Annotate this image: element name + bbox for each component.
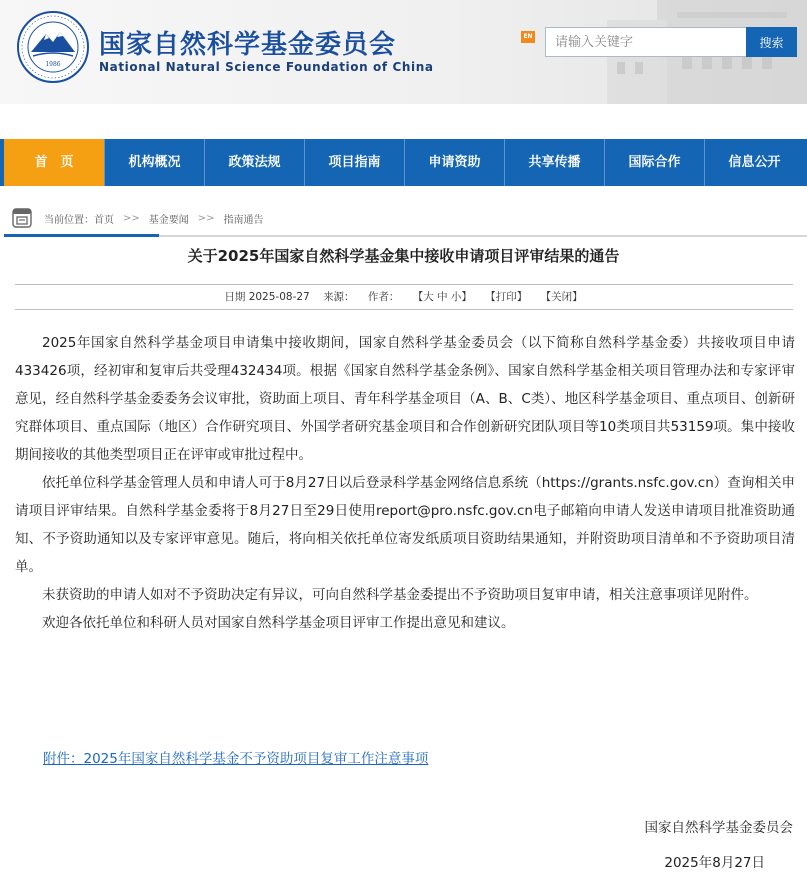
article-paragraph: 2025年国家自然科学基金项目申请集中接收期间，国家自然科学基金委员会（以下简称自然科学基金委）共接收项目申请433426项，经初审和复审后共受理432434项。根据《国家自然科学基金条例》、国家自然科学基金相关项目管理办法和专家评审意见，经自然科学基金委委务会议审批，资助面上项目、青年科学基金项目（A、B、C类）、地区科学基金项目、重点项目、创新研究群体项目、重点国际（地区）合作研究项目、外国学者研究基金项目和合作创新研究团队项目等10类项目共53159项。集中接收期间接收的其他类型项目正在评审或审批过程中。 xyxy=(15,335,795,463)
english-version-link[interactable]: EN xyxy=(521,31,535,43)
breadcrumb-separator: >> xyxy=(197,212,215,224)
breadcrumb-notices[interactable]: 指南通告 xyxy=(223,214,264,226)
search-button[interactable]: 搜索 xyxy=(746,27,797,57)
article-source: 来源： xyxy=(323,291,355,303)
article-title: 关于2025年国家自然科学基金集中接收申请项目评审结果的通告 xyxy=(187,247,620,265)
site-header xyxy=(0,0,807,104)
nav-item-apply[interactable]: 申请资助 xyxy=(404,139,504,186)
meta-divider-bottom xyxy=(15,309,793,310)
close-button[interactable]: 【关闭】 xyxy=(540,291,583,303)
breadcrumb-underline-accent xyxy=(4,234,159,237)
nav-item-home[interactable]: 首 页 xyxy=(4,139,104,186)
breadcrumb-separator: >> xyxy=(123,212,140,224)
location-icon xyxy=(12,208,32,228)
site-title[interactable]: 国家自然科学基金委员会 xyxy=(99,30,397,60)
nav-item-about[interactable]: 机构概况 xyxy=(104,139,204,186)
attachment-link[interactable]: 附件：2025年国家自然科学基金不予资助项目复审工作注意事项 xyxy=(43,751,429,767)
breadcrumb-news[interactable]: 基金要闻 xyxy=(148,214,189,226)
nav-item-policies[interactable]: 政策法规 xyxy=(204,139,304,186)
emblem-year: 1986 xyxy=(45,61,61,68)
article-body xyxy=(15,329,795,637)
article-author: 作者： xyxy=(367,291,400,303)
print-button[interactable]: 【打印】 xyxy=(485,291,528,303)
article-paragraph: 未获资助的申请人如对不予资助决定有异议，可向自然科学基金委提出不予资助项目复审申请，相关注意事项详见附件。 xyxy=(42,587,758,603)
article-date: 日期 2025-08-27 xyxy=(224,291,310,303)
search-input[interactable] xyxy=(545,27,746,57)
nav-item-international[interactable]: 国际合作 xyxy=(604,139,704,186)
meta-divider-top xyxy=(15,284,793,285)
font-size-control[interactable]: 【大 中 小】 xyxy=(412,291,472,303)
article-paragraph: 依托单位科学基金管理人员和申请人可于8月27日以后登录科学基金网络信息系统（https://grants.nsfc.gov.cn）查询相关申请项目评审结果。自然科学基金委将于8月27日至29日使用report@pro.nsfc.gov.cn电子邮箱向申请人发送申请项目批准资助通知、不予资助通知以及专家评审意见。随后，将向相关依托单位寄发纸质项目资助结果通知，并附资助项目清单和不予资助项目清单。 xyxy=(15,475,795,575)
breadcrumb xyxy=(12,206,264,230)
site-subtitle: National Natural Science Foundation of China xyxy=(99,60,434,74)
nav-item-sharing[interactable]: 共享传播 xyxy=(504,139,604,186)
breadcrumb-underline xyxy=(159,235,807,237)
nav-item-guide[interactable]: 项目指南 xyxy=(304,139,404,186)
nav-item-disclosure[interactable]: 信息公开 xyxy=(704,139,804,186)
main-navigation xyxy=(0,139,807,186)
signature-organization: 国家自然科学基金委员会 xyxy=(644,820,793,836)
article-paragraph: 欢迎各依托单位和科研人员对国家自然科学基金项目评审工作提出意见和建议。 xyxy=(42,615,515,631)
nsfc-emblem-logo xyxy=(16,10,90,84)
signature-date: 2025年8月27日 xyxy=(664,855,765,871)
article-meta xyxy=(0,289,807,304)
breadcrumb-home[interactable]: 首页 xyxy=(94,214,114,226)
breadcrumb-prefix: 当前位置： xyxy=(44,214,94,226)
